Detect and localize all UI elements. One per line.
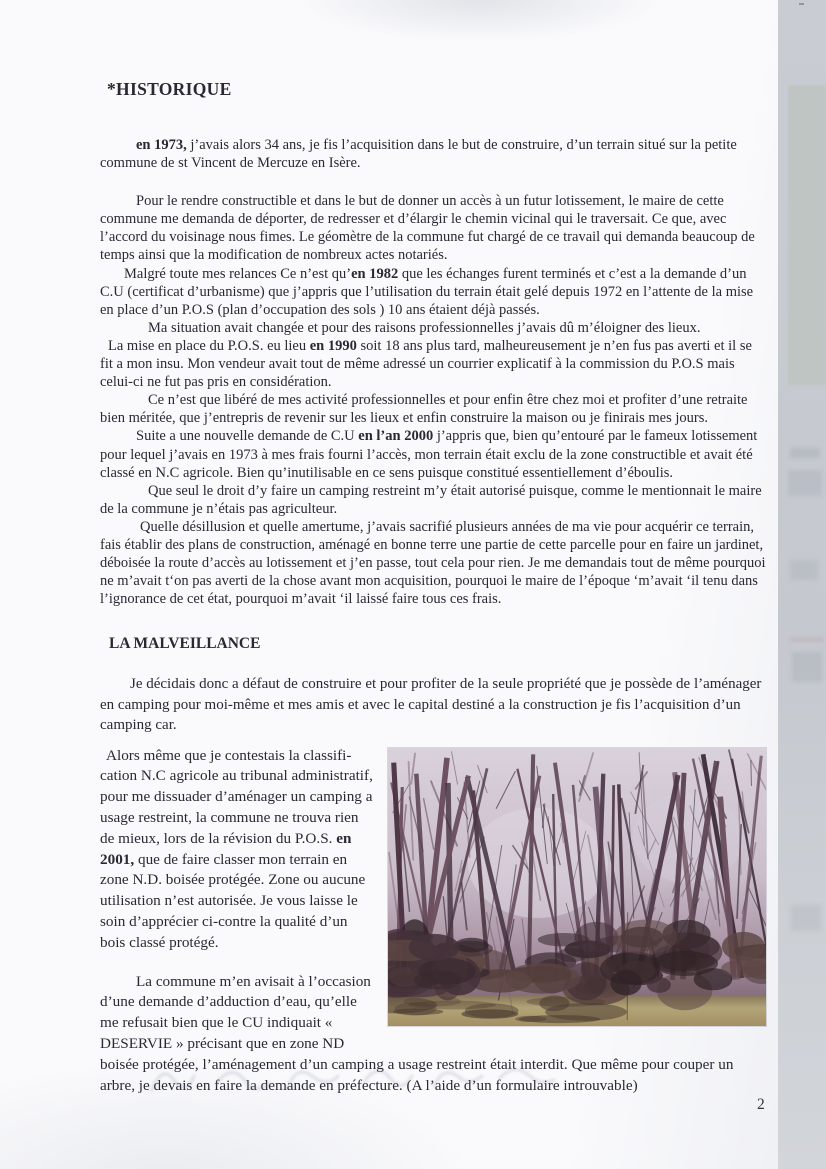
bleed-through-mark (788, 470, 822, 496)
paragraph-2: Pour le rendre constructible et dans le but de donner un accès à un futur lotissement, le maire de cette commune me demanda de déporter, de redresser et d’élargir le chemin vicinal qui le traversait. Ce que, avec l’accord du voisinage nous fimes. Le géomètre de la commune fut chargé de ce travail qui demanda beaucoup de temps ainsi que la modification de nombreux actes notariés. (100, 193, 755, 264)
paragraph-1: en 1973, j’avais alors 34 ans, je fis l’acquisition dans le but de construire, d’un terrain situé sur la petite commune de st Vincent de Mercuze en Isère. (100, 137, 737, 172)
scan-shadow-rect (788, 85, 826, 385)
paragraph-5: La mise en place du P.O.S. eu lieu en 1990 soit 18 ans plus tard, malheureusement je n’en fus pas averti et il se fit a mon insu. Mon vendeur avait tout de même adressé un courrier explicatif à la commission du P.O.S mais celui-ci ne fut pas pris en considération. (100, 337, 752, 391)
page-title: *HISTORIQUE (107, 79, 232, 99)
paragraph-4: Ma situation avait changée et pour des raisons professionnelles j’avais dû m’éloigner des lieux. (148, 319, 701, 336)
woodland-photo (388, 748, 766, 1026)
paragraph-6: Ce n’est que libéré de mes activité professionnelles et pour enfin être chez moi et profiter d’une retraite bien méritée, que j’entrepris de revenir sur les lieux et enfin construire la maison ou je finirais mes jours. (100, 392, 748, 427)
page-number: 2 (757, 1096, 765, 1113)
faint-handwriting-marks (138, 1048, 568, 1118)
bleed-through-mark (792, 652, 822, 682)
paragraph-10: Je décidais donc a défaut de construire et pour profiter de la seule propriété que je possède de l’aménager en camping pour moi-même et mes amis et avec le capital destiné a la construction je fis l’acquisition d’un camping car. (100, 676, 762, 734)
paragraph-12: La commune m’en avisait à l’occasion d’une demande d’adduction d’eau, qu’elle me refusait bien que le CU indiquait « DESERVIE » précisant que en zone ND boisée protégée, l’aménagement d’un camping a usage restreint était interdit. Que même pour couper un arbre, je devais en faire la demande en préfecture. (A l’aide d’un formulaire introuvable) (100, 972, 734, 1094)
paragraph-3: Malgré toute mes relances Ce n’est qu’en 1982 que les échanges furent terminés et c’est a la demande d’un C.U (certificat d’urbanisme) que j’appris que l’utilisation du terrain était gelé depuis 1972 en l’attente de la mise en place d’un P.O.S (plan d’occupation des sols ) 10 ans étaient déjà passés. (100, 265, 754, 318)
scanner-background (778, 0, 826, 1169)
paragraph-7: Suite a une nouvelle demande de C.U en l’an 2000 j’appris que, bien qu’entouré par le fameux lotissement pour lequel j’avais en 1973 à mes frais fourni l’accès, mon terrain était exclu de la zone constructible et avait été classé en N.C agricole. Bien qu’inutilisable en ce sens puisque constitué essentiellement d’éboulis. (100, 428, 758, 481)
bleed-through-mark (790, 638, 824, 641)
photo-text-block (100, 746, 766, 1097)
section-heading: LA MALVEILLANCE (109, 635, 261, 653)
paragraph-8: Que seul le droit d’y faire un camping restreint m’y était autorisé puisque, comme le mentionnait le maire de la commune je n’étais pas agriculteur. (100, 482, 762, 517)
paragraph-11: Alors même que je contestais la classification N.C agricole au tribunal administratif, pour me dissuader d’aménager un camping a usage restreint, la commune ne trouva rien de mieux, lors de la révision du P.O.S. en 2001, que de faire classer mon terrain en zone N.D. boisée protégée. Zone ou aucune utilisation n’est autorisée. Je vous laisse le soin d’apprécier ci-contre la qualité d’un bois classé protégé. (100, 746, 373, 951)
paragraph-9: Quelle désillusion et quelle amertume, j’avais sacrifié plusieurs années de ma vie pour acquérir ce terrain, fais établir des plans de construction, aménagé en bonne terre une partie de cette parcelle pour en faire un jardinet, déboisée la route d’accès au lotissement et j’en passe, tout cela pour rien. Je me demandais tout de même pourquoi ne m’avait t‘on pas averti de la chose avant mon acquisition, pourquoi le maire de l’époque ‘m’avait ‘il tenu dans l’ignorance de cet état, pourquoi m’avait ‘il laissé faire tous ces frais. (100, 518, 766, 608)
bleed-through-mark (790, 560, 818, 580)
bleed-through-mark (791, 905, 821, 931)
scan-speck (799, 3, 804, 5)
page-body (100, 0, 766, 1096)
bleed-through-mark (790, 448, 820, 458)
